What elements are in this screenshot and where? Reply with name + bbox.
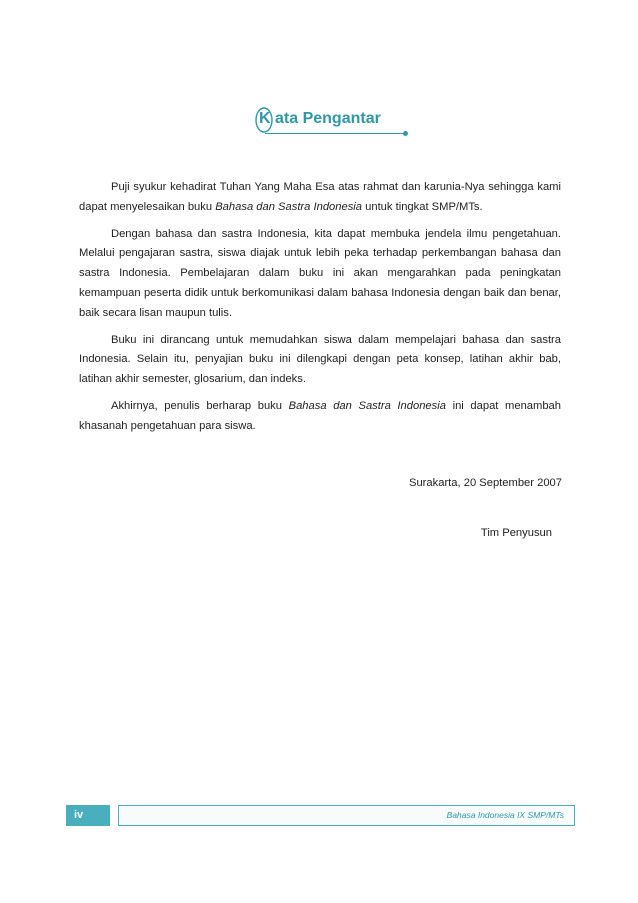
paragraph-4 xyxy=(79,397,561,437)
title-underline-dot xyxy=(403,131,408,136)
signer-name: Tim Penyusun xyxy=(480,527,552,539)
page-title xyxy=(253,106,413,140)
paragraph-4-book-title: Bahasa dan Sastra Indonesia xyxy=(288,399,446,412)
title-first-letter: K xyxy=(259,110,271,127)
paragraph-4-text-end: ini dapat menambah khasanah pengetahuan para siswa. xyxy=(79,399,561,432)
paragraph-1 xyxy=(79,178,561,218)
paragraph-1-book-title: Bahasa dan Sastra Indonesia xyxy=(215,200,363,213)
footer-bar xyxy=(118,805,575,826)
title-underline xyxy=(265,133,405,134)
footer-book-title: Bahasa Indonesia IX SMP/MTs xyxy=(446,810,564,820)
paragraph-1-text-start: Puji syukur kehadirat Tuhan Yang Maha Esa atas rahmat dan karunia-Nya sehingga kami dapat menyelesaikan buku xyxy=(79,181,561,213)
page-number: iv xyxy=(66,805,110,826)
paragraph-2: Dengan bahasa dan sastra Indonesia, kita dapat membuka jendela ilmu pengetahuan. Melalui pengajaran sastra, siswa diajak untuk lebih peka terhadap perkembangan bahasa dan sastra Indonesia. Pembelajaran dalam buku ini akan mengarahkan pada peningkatan kemampuan peserta didik untuk berkomunikasi dalam bahasa Indonesia dengan baik dan benar, baik secara lisan maupun tulis. xyxy=(79,227,561,319)
page-footer xyxy=(66,805,576,826)
paragraph-4-text-start: Akhirnya, penulis berharap buku xyxy=(111,399,289,412)
place-date: Surakarta, 20 September 2007 xyxy=(409,477,562,489)
paragraph-1-text-end: untuk tingkat SMP/MTs. xyxy=(362,200,483,213)
paragraph-3: Buku ini dirancang untuk memudahkan siswa dalam mempelajari bahasa dan sastra Indonesia. Selain itu, penyajian buku ini dilengkapi dengan peta konsep, latihan akhir bab, latihan akhir semester, glosarium, dan indeks. xyxy=(79,333,561,386)
preface-body xyxy=(79,178,561,444)
title-text: ata Pengantar xyxy=(275,110,381,127)
